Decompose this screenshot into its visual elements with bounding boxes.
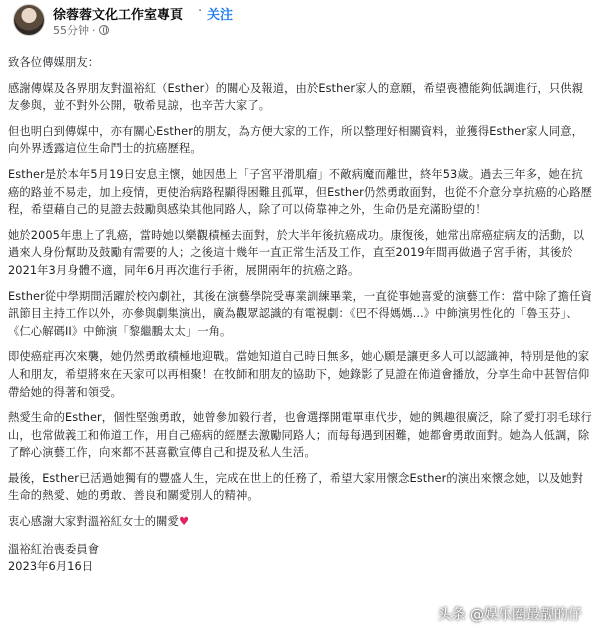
signature-org: 溫裕紅治喪委員會 [8, 542, 100, 556]
paragraph-2: 但也明白到傳媒中，亦有關心Esther的朋友，為方便大家的工作，所以整理好相關資料，並獲得Esther家人同意，向外界透露這位生命鬥士的抗癌歷程。 [8, 124, 584, 156]
paragraph-7: 熱愛生命的Esther，個性堅強勇敢，她曾參加毅行者，也會選擇開電單車代步，她的興趣很廣泛，除了愛打羽毛球行山，也常做義工和佈道工作，用自己癌病的經歷去激勵同路人；而每每遇到困難，她都會勇敢面對。她為人低調，除了醉心演藝工作，向來都不甚喜歡宣傳自己和提及私人生活。 [8, 411, 592, 460]
post-body [8, 54, 592, 576]
greeting: 致各位傳媒朋友： [8, 56, 100, 69]
thanks-line [8, 513, 592, 531]
watermark: 头条 @娱乐圈最靓的仔 [437, 607, 582, 623]
paragraph-5: Esther從中學期間活躍於校內劇社，其後在演藝學院受專業訓練畢業，一直從事她喜愛的演藝工作：當中除了擔任資訊節目主持工作以外，亦參與劇集演出，廣為觀眾認識的有電視劇：《巴不得媽媽...》中飾演男性化的「魯玉芬」、《仁心解碼II》中飾演「黎繼鵬太太」一角。 [8, 289, 592, 338]
post-meta [53, 22, 109, 38]
globe-icon [99, 25, 109, 35]
page-avatar[interactable] [13, 4, 45, 36]
post-header [0, 0, 600, 40]
paragraph-1: 感謝傳媒及各界朋友對溫裕紅（Esther）的關心及報道，由於Esther家人的意願，希望喪禮能夠低調進行，只供親友參與，並不對外公開，敬希見諒，也辛苦大家了。 [8, 81, 584, 113]
signature-date: 2023年6月16日 [8, 560, 94, 574]
signature [8, 541, 592, 576]
paragraph-3: Esther是於本年5月19日安息主懷，她因患上「子宮平滑肌瘤」不敵病魔而離世，終年53歲。過去三年多，她在抗癌的路並不易走，加上疫情，更使治病路程顯得困難且孤單，但Esther仍然勇敢面對，也從不介意分享抗癌的心路歷程，希望藉自己的見證去鼓勵與感染其他同路人，除了可以倚靠神之外，生命仍是充滿盼望的！ [8, 167, 592, 217]
paragraph-6: 即使癌症再次來襲，她仍然勇敢積極地迎戰。當她知道自己時日無多，她心願是讓更多人可以認識神，特別是他的家人和朋友，希望將來在天家可以再相聚！在牧師和朋友的協助下，她錄影了見證在佈道會播放，分享生命中甚智信仰帶給她的得著和領受。 [8, 350, 590, 399]
paragraph-4: 她於2005年患上了乳癌，當時她以樂觀積極去面對，於大半年後抗癌成功。康復後，她常出席癌症病友的活動，以過來人身份幫助及鼓勵有需要的人；之後這十幾年一直正常生活及工作，直至2019年間再做過子宮手術，其後於2021年3月身體不適，同年6月再次進行手術，展開兩年的抗癌之路。 [8, 228, 585, 277]
follow-button[interactable]: 关注 [207, 8, 234, 23]
separator-dot: · [198, 4, 203, 19]
page-name[interactable]: 徐蓉蓉文化工作室專頁 [53, 8, 184, 23]
thanks-text: 衷心感謝大家對溫裕紅女士的關愛 [8, 515, 179, 529]
post-time[interactable]: 55分钟 [53, 24, 89, 37]
heart-icon: ♥ [178, 515, 190, 529]
meta-separator: · [92, 23, 96, 37]
paragraph-8: 最後，Esther已活過她獨有的豐盛人生，完成在世上的任務了，希望大家用懷念Esther的演出來懷念她，以及她對生命的熱愛、她的勇敢、善良和關愛別人的精神。 [8, 471, 584, 503]
